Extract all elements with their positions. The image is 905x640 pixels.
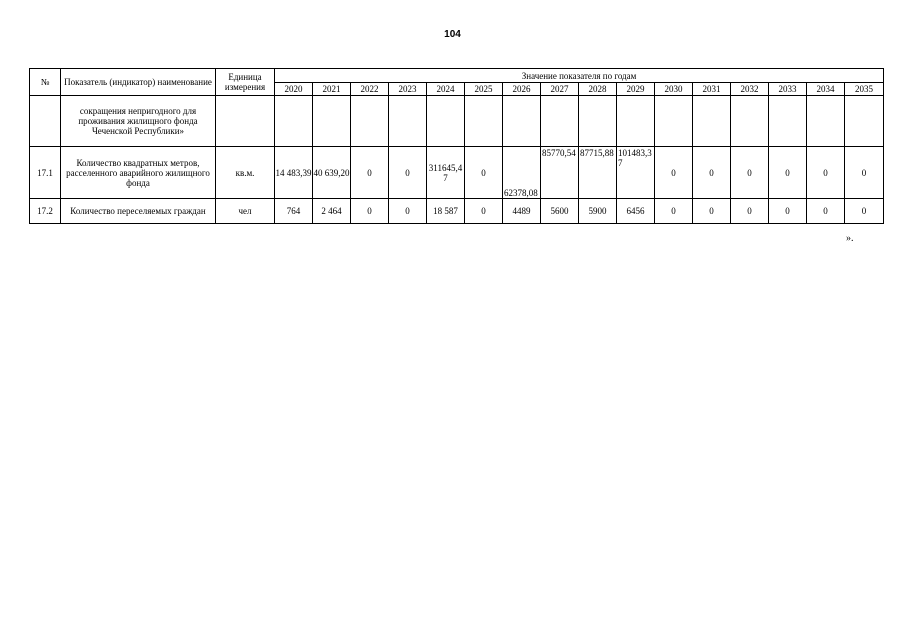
value-cell: 0 — [389, 199, 427, 224]
year-header: 2030 — [655, 83, 693, 96]
row-name: сокращения непригодного для проживания жилищного фонда Чеченской Республики» — [61, 96, 216, 147]
page-number: 104 — [444, 29, 461, 40]
value-cell — [731, 96, 769, 147]
year-header: 2025 — [465, 83, 503, 96]
table-row — [30, 147, 884, 199]
year-header: 2032 — [731, 83, 769, 96]
value-cell: 0 — [731, 147, 769, 199]
year-header: 2023 — [389, 83, 427, 96]
year-header: 2028 — [579, 83, 617, 96]
value-cell — [389, 96, 427, 147]
value-cell — [655, 96, 693, 147]
year-header: 2027 — [541, 83, 579, 96]
value-cell: 311645,47 — [427, 147, 465, 199]
value-cell: 6456 — [617, 199, 655, 224]
value-cell: 0 — [655, 199, 693, 224]
closing-quote-mark: ». — [846, 233, 854, 244]
value-cell: 764 — [275, 199, 313, 224]
indicator-table — [29, 68, 884, 224]
value-cell: 0 — [769, 147, 807, 199]
value-cell: 0 — [731, 199, 769, 224]
value-cell — [275, 96, 313, 147]
value-cell — [465, 96, 503, 147]
table-row — [30, 199, 884, 224]
year-header: 2035 — [845, 83, 884, 96]
value-cell: 0 — [693, 147, 731, 199]
value-cell — [579, 96, 617, 147]
value-cell: 62378,08 — [503, 147, 541, 199]
value-cell: 0 — [845, 199, 884, 224]
value-cell — [541, 96, 579, 147]
header-values: Значение показателя по годам — [275, 69, 884, 83]
value-cell — [351, 96, 389, 147]
value-cell: 0 — [351, 147, 389, 199]
value-cell: 0 — [845, 147, 884, 199]
year-header: 2029 — [617, 83, 655, 96]
row-unit: чел — [216, 199, 275, 224]
value-cell: 40 639,20 — [313, 147, 351, 199]
value-cell — [427, 96, 465, 147]
row-unit — [216, 96, 275, 147]
year-header: 2022 — [351, 83, 389, 96]
header-unit: Единица измерения — [216, 69, 275, 96]
value-cell: 0 — [351, 199, 389, 224]
table-row — [30, 96, 884, 147]
value-cell: 5600 — [541, 199, 579, 224]
value-cell: 18 587 — [427, 199, 465, 224]
value-cell: 5900 — [579, 199, 617, 224]
value-cell — [769, 96, 807, 147]
year-header: 2031 — [693, 83, 731, 96]
year-header: 2026 — [503, 83, 541, 96]
value-cell: 0 — [807, 199, 845, 224]
value-cell — [693, 96, 731, 147]
value-cell: 2 464 — [313, 199, 351, 224]
value-cell — [845, 96, 884, 147]
header-num: № — [30, 69, 61, 96]
value-cell — [807, 96, 845, 147]
value-cell — [503, 96, 541, 147]
value-cell: 0 — [693, 199, 731, 224]
year-header: 2033 — [769, 83, 807, 96]
row-num: 17.1 — [30, 147, 61, 199]
value-cell: 85770,54 — [541, 147, 579, 199]
value-cell — [617, 96, 655, 147]
row-name: Количество переселяемых граждан — [61, 199, 216, 224]
year-header: 2024 — [427, 83, 465, 96]
row-num: 17.2 — [30, 199, 61, 224]
value-cell: 0 — [655, 147, 693, 199]
row-unit: кв.м. — [216, 147, 275, 199]
value-cell: 14 483,39 — [275, 147, 313, 199]
year-header: 2020 — [275, 83, 313, 96]
value-cell: 0 — [807, 147, 845, 199]
value-cell: 101483,37 — [617, 147, 655, 199]
value-cell — [313, 96, 351, 147]
header-row-1 — [30, 69, 884, 83]
value-cell: 0 — [769, 199, 807, 224]
header-indicator: Показатель (индикатор) наименование — [61, 69, 216, 96]
value-cell: 0 — [465, 147, 503, 199]
year-header: 2021 — [313, 83, 351, 96]
value-cell: 4489 — [503, 199, 541, 224]
value-cell: 87715,88 — [579, 147, 617, 199]
row-num — [30, 96, 61, 147]
value-cell: 0 — [465, 199, 503, 224]
year-header: 2034 — [807, 83, 845, 96]
row-name: Количество квадратных метров, расселенного аварийного жилищного фонда — [61, 147, 216, 199]
value-cell: 0 — [389, 147, 427, 199]
